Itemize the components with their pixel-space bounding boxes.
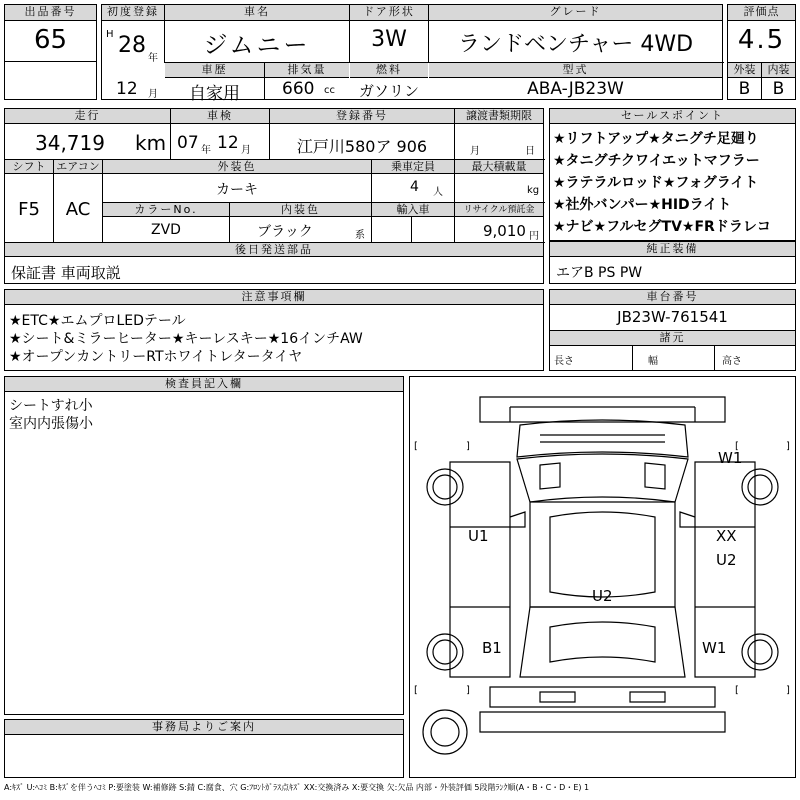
- mileage-label: 走行: [5, 109, 170, 124]
- door-label: ドア形状: [350, 5, 428, 21]
- sales-label: セールスポイント: [550, 109, 795, 124]
- ext-color-value: カーキ: [216, 182, 258, 198]
- capacity-value: 4: [410, 179, 419, 195]
- main-header-box: [101, 4, 723, 104]
- inspection-label: 車検: [171, 109, 269, 124]
- equip-value: エアB PS PW: [556, 265, 643, 281]
- length-label: 長さ: [554, 356, 574, 367]
- sales-point-1: ★リフトアップ★タニグチ足廻り: [553, 131, 759, 147]
- notes-label: 注意事項欄: [5, 290, 543, 305]
- chassis-value: JB23W-761541: [617, 308, 728, 326]
- load-label: 最大積載量: [455, 160, 543, 174]
- name-label: 車名: [165, 5, 349, 21]
- width-label: 幅: [648, 356, 658, 367]
- bracket-4: ]: [786, 441, 790, 452]
- notes-box: [4, 289, 544, 371]
- office-box: [4, 719, 404, 778]
- mark-u2-right: U2: [716, 551, 737, 569]
- inspector-line-1: シートすれ小: [9, 398, 93, 414]
- recycle-label: リサイクル預託金: [455, 203, 543, 217]
- grade-label: グレード: [429, 5, 722, 21]
- car-outline: [410, 377, 795, 777]
- equip-label: 純正装備: [550, 242, 795, 257]
- transfer-month: 月: [470, 146, 480, 157]
- int-color-value: ブラック: [257, 224, 313, 240]
- later-parts-value: 保証書 車両取説: [11, 264, 121, 282]
- reg-month: 12: [116, 79, 138, 99]
- transfer-label: 譲渡書類期限: [455, 109, 543, 124]
- int-color-label: 内装色: [230, 203, 371, 217]
- import-label: 輸入車: [372, 203, 454, 217]
- color-no-label: カラーNo.: [103, 203, 229, 217]
- lot-label: 出品番号: [5, 5, 96, 21]
- reg-label: 初度登録: [102, 5, 164, 21]
- shift-value: F5: [18, 199, 40, 220]
- car-name: ジムニー: [203, 31, 311, 59]
- load-unit: kg: [527, 185, 540, 196]
- sales-box: [549, 108, 796, 241]
- inspector-label: 検査員記入欄: [5, 377, 403, 392]
- disp-value: 660: [282, 79, 315, 99]
- grade: ランドベンチャー 4WD: [457, 32, 694, 57]
- office-label: 事務局よりご案内: [5, 720, 403, 735]
- mark-u1-left: U1: [468, 527, 489, 545]
- reg-year: 28: [118, 33, 146, 58]
- bracket-5: [: [414, 685, 418, 696]
- ext-grade: B: [738, 79, 751, 99]
- lot-box: [4, 4, 97, 100]
- detail-box: [4, 108, 544, 284]
- fuel-label: 燃料: [350, 63, 428, 78]
- history-label: 車歴: [165, 63, 264, 78]
- ac-value: AC: [65, 199, 91, 220]
- note-line-1: ★ETC★エムプロLEDテール: [9, 313, 186, 329]
- model-value: ABA-JB23W: [527, 79, 624, 99]
- history-value: 自家用: [189, 84, 240, 104]
- insp-year: 07: [177, 133, 199, 153]
- sales-point-4: ★社外バンパー★HIDライト: [553, 197, 732, 213]
- transfer-day: 日: [525, 146, 535, 157]
- insp-month: 12: [217, 133, 239, 153]
- disp-label: 排気量: [265, 63, 349, 78]
- int-color-unit: 系: [355, 230, 365, 241]
- score-box: [727, 4, 796, 100]
- color-no-value: ZVD: [151, 222, 181, 238]
- score-label: 評価点: [728, 5, 795, 21]
- recycle-value: 9,010: [483, 222, 526, 240]
- shift-label: シフト: [5, 160, 53, 174]
- int-grade: B: [772, 79, 785, 99]
- chassis-box: [549, 289, 796, 371]
- ac-label: エアコン: [54, 160, 102, 174]
- mark-u2-rear: U2: [592, 587, 613, 605]
- bracket-8: ]: [786, 685, 790, 696]
- car-diagram: [409, 376, 796, 778]
- inspector-line-2: 室内内張傷小: [9, 416, 93, 432]
- ext-color-label: 外装色: [103, 160, 371, 174]
- bracket-3: [: [735, 441, 739, 452]
- bracket-1: [: [414, 441, 418, 452]
- int-label: 内装: [762, 63, 795, 78]
- month-unit: 月: [148, 89, 158, 100]
- bracket-6: ]: [466, 685, 470, 696]
- year-unit: 年: [148, 53, 158, 64]
- fuel-value: ガソリン: [358, 82, 419, 100]
- disp-unit: cc: [324, 85, 335, 96]
- equip-box: [549, 241, 796, 284]
- score-value: 4.5: [737, 25, 786, 55]
- bracket-2: ]: [466, 441, 470, 452]
- lot-number: 65: [33, 25, 68, 55]
- mark-xx-right: XX: [716, 527, 737, 545]
- chassis-label: 車台番号: [550, 290, 795, 305]
- capacity-label: 乗車定員: [372, 160, 454, 174]
- mark-b1-left-rear: B1: [482, 639, 502, 657]
- plate-value: 江戸川580ア 906: [296, 137, 428, 156]
- note-line-3: ★オープンカントリーRTホワイトレタータイヤ: [9, 349, 303, 365]
- insp-year-unit: 年: [201, 145, 211, 156]
- insp-month-unit: 月: [241, 145, 251, 156]
- height-label: 高さ: [722, 356, 742, 367]
- bracket-7: [: [735, 685, 739, 696]
- dims-label: 諸元: [550, 331, 795, 346]
- legend-text: A:ｷｽﾞ U:ﾍｺﾐ B:ｷｽﾞを伴うﾍｺﾐ P:要塗装 W:補修跡 S:錆 C:腐食、穴 G:ﾌﾛﾝﾄｶﾞﾗｽ点ｷｽﾞ XX:交換済み X:要交換 欠:欠品 内部・外装評価 5段階ﾗﾝｸ順(A・B・C・D・E) 1: [4, 783, 590, 792]
- plate-label: 登録番号: [270, 109, 454, 124]
- mileage-unit: km: [135, 131, 167, 155]
- sales-point-5: ★ナビ★フルセグTV★FRドラレコ: [553, 219, 771, 235]
- later-parts-label: 後日発送部品: [5, 243, 543, 257]
- recycle-unit: 円: [529, 231, 539, 242]
- sales-point-2: ★タニグチクワイエットマフラー: [553, 153, 760, 169]
- mark-w1-right-rear: W1: [702, 639, 727, 657]
- note-line-2: ★シート&ミラーヒーター★キーレスキー★16インチAW: [9, 331, 363, 347]
- inspector-box: [4, 376, 404, 715]
- mark-w1-right-front: W1: [718, 449, 743, 467]
- ext-label: 外装: [728, 63, 761, 78]
- model-label: 型式: [429, 63, 722, 78]
- door-type: 3W: [371, 27, 407, 52]
- mileage-value: 34,719: [35, 131, 105, 155]
- capacity-unit: 人: [433, 187, 443, 198]
- era: H: [106, 29, 114, 40]
- sales-point-3: ★ラテラルロッド★フォグライト: [553, 175, 759, 191]
